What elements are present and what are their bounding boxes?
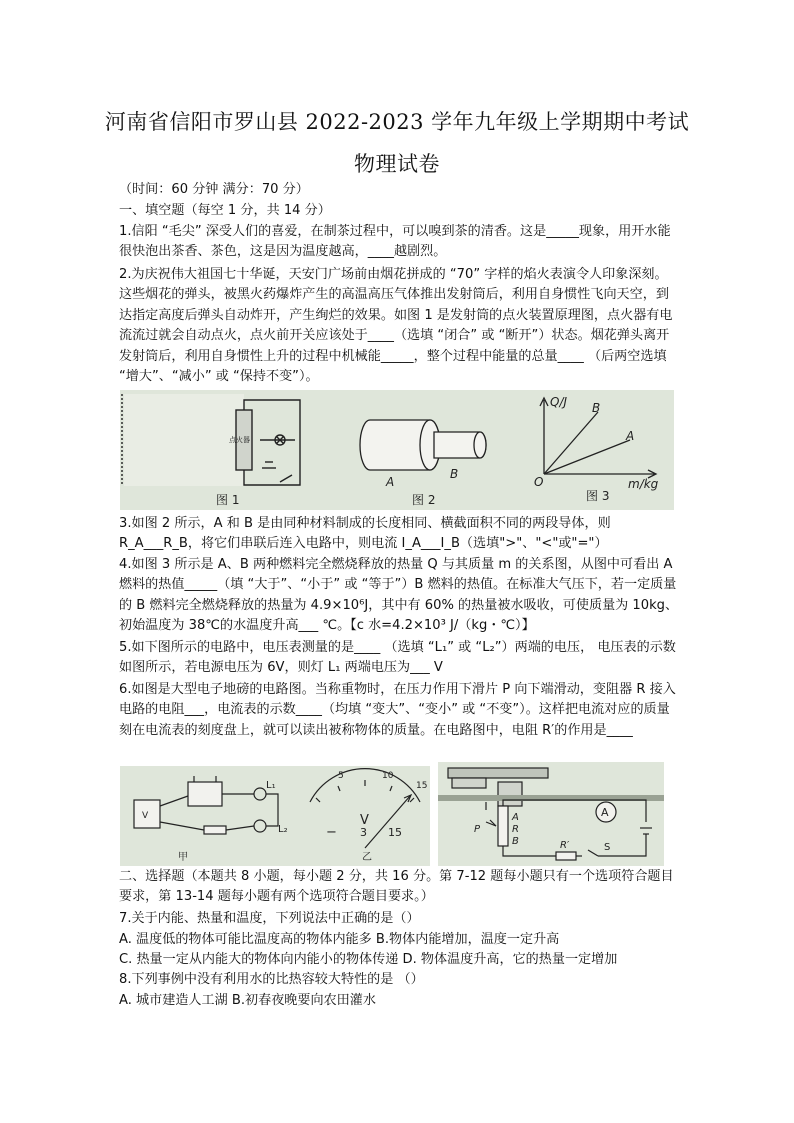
section1-heading: 一、填空题（每空 1 分，共 14 分） [119, 203, 331, 218]
fig2-label-b: B [450, 467, 459, 481]
question-3-line1: 3.如图 2 所示，A 和 B 是由同种材料制成的长度相同、横截面积不同的两段导体，则 [119, 516, 611, 531]
fig3-caption: 图 3 [586, 489, 610, 503]
section2-heading: 二、选择题（本题共 8 小题，每小题 2 分，共 16 分。第 7-12 题每小题只有一个选项符合题目要求，第 13-14 题每小题有两个选项符合题目要求。） [119, 869, 674, 905]
weighbridge-circuit [438, 768, 664, 860]
label-a: A [512, 812, 519, 823]
figure-row-1-svg [120, 390, 674, 510]
jia-circuit [134, 776, 278, 834]
ammeter-label: A [601, 806, 609, 819]
fig1-caption: 图 1 [216, 493, 240, 507]
question-4: 4.如图 3 所示是 A、B 两种燃料完全燃烧释放的热量 Q 与其质量 m 的关系图，从图中可看出 A 燃料的热值_____（填 “大于”、“小于” 或 “等于”）B 燃料的热值。在标准大气压下，若一定质量的 B 燃料完全燃烧释放的热量为 4.9×10⁶J，其中有 60% 的热量被水吸收，可使质量为 10kg、初始温度为 38℃的水温度升高___ ℃。【c 水=4.2×10³ J/（kg・℃）】 [119, 557, 679, 634]
question-2: 2.为庆祝伟大祖国七十华诞，天安门广场前由烟花拼成的 “70” 字样的焰火表演令人印象深刻。这些烟花的弹头，被黑火药爆炸产生的高温高压气体推出发射筒后，利用自身惯性飞向天空，到达指定高度后弹头自动炸开，产生绚烂的效果。如图 1 是发射筒的点火装置原理图，点火器有电流流过就会自动点火，点火前开关应该处于____（选填 “闭合” 或 “断开”）状态。烟花弹头离开发射筒后，利用自身惯性上升的过程中机械能_____，整个过程中能量的总量____ （后两空选填 “增大”、“减小” 或 “保持不变”）。 [119, 267, 673, 385]
fig3-line-a: A [626, 429, 635, 443]
question-7-options-ab: A. 温度低的物体可能比温度高的物体内能多 B.物体内能增加，温度一定升高 [119, 932, 560, 947]
figure-row-1 [120, 390, 674, 510]
scale-top-5: 5 [338, 771, 344, 781]
question-8: 8.下列事例中没有利用水的比热容较大特性的是 （） [119, 972, 424, 987]
bulb-l1-label: L₁ [266, 780, 276, 791]
fig3-x-axis: m/kg [628, 477, 659, 491]
figure-row-2-left-svg [120, 766, 430, 866]
yi-unit-v: V [360, 813, 369, 828]
exam-title-line2: 物理试卷 [354, 152, 440, 176]
figure-2-conductors [360, 420, 486, 470]
question-7: 7.关于内能、热量和温度，下列说法中正确的是（） [119, 911, 420, 926]
exam-title-line1: 河南省信阳市罗山县 2022-2023 学年九年级上学期期中考试 [104, 110, 690, 134]
yi-terminal-15: 15 [388, 826, 402, 839]
fig3-origin: O [534, 475, 544, 489]
label-rprime: R′ [560, 840, 570, 851]
fig2-caption: 图 2 [412, 493, 436, 507]
question-7-options-cd: C. 热量一定从内能大的物体向内能小的物体传递 D. 物体温度升高，它的热量一定增加 [119, 952, 618, 967]
question-6: 6.如图是大型电子地磅的电路图。当称重物时，在压力作用下滑片 P 向下端滑动，变阻器 R 接入电路的电阻___，电流表的示数____（均填 “变大”、“变小” 或 “不变”）。这样把电流对应的质量刻在电流表的刻度盘上，就可以读出被称物体的质量。在电路图中，电阻 R′的作用是____ [119, 682, 676, 738]
figure-1-ignition-circuit [122, 394, 300, 486]
fig3-line-b: B [592, 401, 601, 415]
question-5: 5.如下图所示的电路中，电压表测量的是____ （选填 “L₁” 或 “L₂”）两端的电压， 电压表的示数如图所示，若电源电压为 6V，则灯 L₁ 两端电压为___ V [119, 640, 676, 676]
fig2-label-a: A [386, 475, 395, 489]
jia-caption: 甲 [178, 852, 188, 863]
question-3-line2: R_A___R_B，将它们串联后连入电路中，则电流 I_A___I_B（选填">"、"<"或"="） [119, 536, 608, 551]
jia-meter-label: V [142, 811, 149, 821]
question-1: 1.信阳 “毛尖” 深受人们的喜爱，在制茶过程中，可以嗅到茶的清香。这是_____现象，用开水能很快泡出茶香、茶色，这是因为温度越高，____越剧烈。 [119, 224, 671, 260]
question-8-options-ab: A. 城市建造人工湖 B.初春夜晚要向农田灌水 [119, 993, 376, 1008]
label-p: P [474, 824, 481, 835]
fig3-y-axis: Q/J [550, 395, 568, 409]
figure-row-2-weighbridge [438, 762, 664, 866]
fig1-device-label: 点火器 [229, 436, 250, 444]
figure-row-2-circuit-voltmeter [120, 766, 430, 866]
yi-caption: 乙 [362, 852, 372, 863]
time-info: （时间：60 分钟 满分：70 分） [119, 182, 309, 197]
bulb-l2-label: L₂ [278, 824, 288, 835]
label-r: R [512, 824, 519, 835]
yi-terminal-3: 3 [360, 826, 367, 839]
label-b: B [512, 836, 519, 847]
weighbridge-svg [438, 762, 664, 866]
scale-top-15: 15 [416, 781, 428, 791]
scale-top-10: 10 [382, 771, 394, 781]
yi-minus: − [326, 825, 337, 840]
label-s: S [604, 842, 611, 853]
